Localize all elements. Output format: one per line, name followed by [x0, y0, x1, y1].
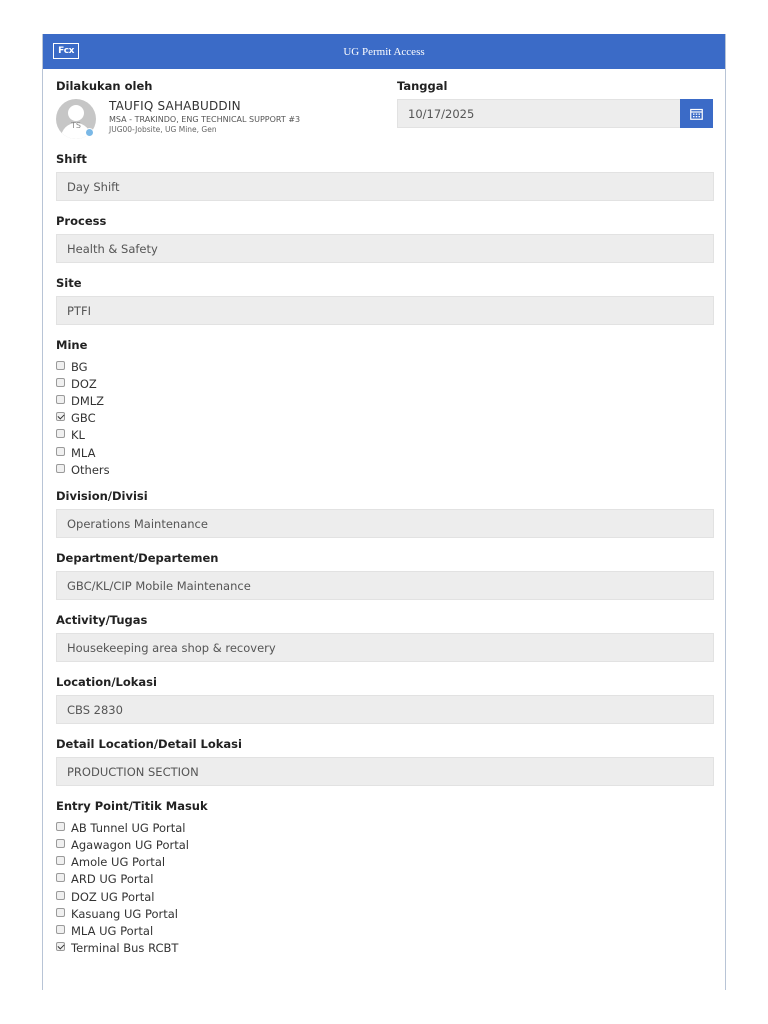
checkbox-label: MLA [71, 445, 96, 460]
checkbox-label: MLA UG Portal [71, 924, 154, 939]
checkbox[interactable] [56, 856, 65, 865]
mine-option-mla[interactable] [56, 444, 713, 461]
detail-location-input[interactable]: PRODUCTION SECTION [56, 757, 714, 786]
entry-point-label: Entry Point/Titik Masuk [56, 799, 208, 814]
department-field [56, 551, 713, 600]
checkbox-label: GBC [71, 411, 96, 426]
checkbox[interactable] [56, 839, 65, 848]
checkbox-label: BG [71, 359, 88, 374]
mine-option-dmlz[interactable] [56, 392, 713, 409]
checkbox-label: Agawagon UG Portal [71, 838, 189, 853]
division-input[interactable]: Operations Maintenance [56, 509, 714, 538]
checkbox[interactable] [56, 942, 65, 951]
avatar-initials: TS [71, 121, 81, 130]
process-field [56, 214, 713, 263]
checkbox[interactable] [56, 873, 65, 882]
checkbox-label: Kasuang UG Portal [71, 906, 178, 921]
checkbox[interactable] [56, 908, 65, 917]
mine-label: Mine [56, 338, 88, 352]
checkbox[interactable] [56, 395, 65, 404]
checkbox-label: DMLZ [71, 393, 105, 408]
checkbox-label: DOZ UG Portal [71, 889, 155, 904]
department-label: Department/Departemen [56, 551, 219, 566]
entry-option-doz[interactable] [56, 888, 713, 905]
department-input[interactable]: GBC/KL/CIP Mobile Maintenance [56, 571, 714, 600]
checkbox-label: ARD UG Portal [71, 872, 154, 887]
date-picker [397, 99, 713, 128]
site-field [56, 276, 713, 325]
entry-option-ab-tunnel[interactable] [56, 819, 713, 836]
user-org: MSA - TRAKINDO, ENG TECHNICAL SUPPORT #3 [109, 115, 301, 124]
date-picker-button[interactable] [680, 99, 713, 128]
checkbox-label: Terminal Bus RCBT [71, 941, 179, 956]
checkbox-label: DOZ [71, 376, 97, 391]
process-label: Process [56, 214, 107, 228]
mine-option-doz[interactable] [56, 375, 713, 392]
activity-input[interactable]: Housekeeping area shop & recovery [56, 633, 714, 662]
form [43, 69, 725, 957]
user-info [109, 99, 300, 134]
checkbox[interactable] [56, 447, 65, 456]
top-bar [43, 34, 725, 69]
mine-option-bg[interactable] [56, 358, 713, 375]
user-location: JUG00-Jobsite, UG Mine, Gen [109, 125, 217, 134]
checkbox-label: AB Tunnel UG Portal [71, 820, 186, 835]
shift-field [56, 152, 713, 201]
checkbox[interactable] [56, 412, 65, 421]
app-frame [42, 34, 726, 990]
activity-field [56, 613, 713, 662]
checkbox-label: Amole UG Portal [71, 855, 166, 870]
location-label: Location/Lokasi [56, 675, 157, 690]
checkbox[interactable] [56, 378, 65, 387]
division-field [56, 489, 713, 538]
mine-field [56, 338, 713, 478]
entry-option-kasuang[interactable] [56, 905, 713, 922]
site-input[interactable]: PTFI [56, 296, 714, 325]
detail-location-field [56, 737, 713, 786]
checkbox[interactable] [56, 429, 65, 438]
mine-option-others[interactable] [56, 461, 713, 478]
activity-label: Activity/Tugas [56, 613, 148, 628]
checkbox[interactable] [56, 361, 65, 370]
user-name: TAUFIQ SAHABUDDIN [109, 99, 241, 113]
app-title: UG Permit Access [343, 45, 425, 58]
online-status-icon [85, 128, 94, 137]
calendar-icon [690, 108, 703, 120]
mine-option-gbc[interactable] [56, 410, 713, 427]
performed-by-section [56, 79, 397, 139]
mine-checkbox-list [56, 358, 713, 478]
entry-option-agawagon[interactable] [56, 837, 713, 854]
entry-option-ard[interactable] [56, 871, 713, 888]
site-label: Site [56, 276, 82, 290]
entry-option-terminal-bus-rcbt[interactable] [56, 940, 713, 957]
header-row [56, 79, 713, 139]
date-input[interactable]: 10/17/2025 [397, 99, 680, 128]
checkbox[interactable] [56, 925, 65, 934]
detail-location-label: Detail Location/Detail Lokasi [56, 737, 242, 752]
entry-point-checkbox-list [56, 819, 713, 957]
shift-input[interactable]: Day Shift [56, 172, 714, 201]
location-input[interactable]: CBS 2830 [56, 695, 714, 724]
division-label: Division/Divisi [56, 489, 148, 504]
performed-by-label: Dilakukan oleh [56, 79, 153, 93]
date-section [397, 79, 713, 139]
checkbox[interactable] [56, 464, 65, 473]
location-field [56, 675, 713, 724]
entry-point-field [56, 799, 713, 957]
checkbox-label: Others [71, 462, 110, 477]
process-input[interactable]: Health & Safety [56, 234, 714, 263]
date-label: Tanggal [397, 79, 448, 93]
shift-label: Shift [56, 152, 87, 166]
checkbox-label: KL [71, 428, 85, 443]
entry-option-amole[interactable] [56, 854, 713, 871]
mine-option-kl[interactable] [56, 427, 713, 444]
company-logo: Fcx [53, 43, 79, 59]
checkbox[interactable] [56, 891, 65, 900]
avatar [56, 99, 109, 139]
checkbox[interactable] [56, 822, 65, 831]
user-card [56, 99, 397, 139]
entry-option-mla[interactable] [56, 922, 713, 939]
